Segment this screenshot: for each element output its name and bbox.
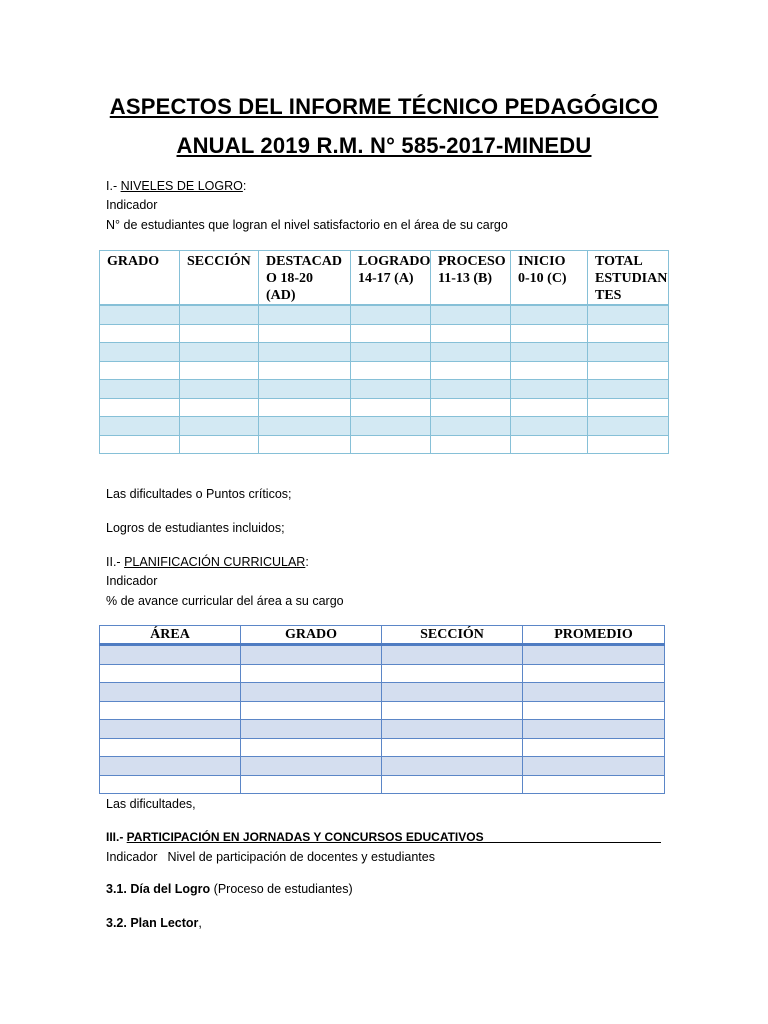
table-cell[interactable] (588, 398, 669, 417)
column-header: PROMEDIO (523, 626, 665, 645)
table-cell[interactable] (241, 645, 382, 665)
table-cell[interactable] (100, 645, 241, 665)
section-3-description: Nivel de participación de docentes y estudiantes (167, 850, 435, 864)
table-header-row (100, 251, 669, 306)
column-header-line: 11-13 (B) (438, 271, 493, 286)
table-cell[interactable] (431, 305, 511, 324)
section-3-heading (106, 830, 484, 844)
table-row (100, 343, 669, 362)
column-header (351, 251, 431, 306)
table-cell[interactable] (523, 701, 665, 720)
section-2-indicador: Indicador (106, 574, 158, 588)
item-3-1-label: 3.1. Día del Logro (106, 882, 211, 896)
item-3-2-punct: , (198, 916, 202, 930)
niveles-de-logro-table (99, 250, 669, 454)
column-header: SECCIÓN (382, 626, 523, 645)
table-cell[interactable] (100, 720, 241, 739)
table-cell[interactable] (382, 720, 523, 739)
table-cell[interactable] (588, 361, 669, 380)
table-row (100, 720, 665, 739)
column-header: GRADO (241, 626, 382, 645)
table-row (100, 435, 669, 454)
table-cell[interactable] (100, 664, 241, 683)
item-3-1-detail: (Proceso de estudiantes) (210, 882, 353, 896)
section-1-title: NIVELES DE LOGRO (120, 179, 243, 193)
table-cell[interactable] (100, 324, 180, 343)
table-cell[interactable] (259, 380, 351, 399)
table-cell[interactable] (100, 398, 180, 417)
table-cell[interactable] (588, 343, 669, 362)
table-cell[interactable] (431, 361, 511, 380)
column-header-line: SECCIÓN (187, 254, 251, 269)
section-2-prefix: II.- (106, 555, 125, 569)
table-cell[interactable] (180, 324, 259, 343)
table-cell[interactable] (100, 380, 180, 399)
table-cell[interactable] (351, 398, 431, 417)
section-2-colon: : (305, 555, 309, 569)
column-header-line: GRADO (107, 254, 160, 269)
table-row (100, 775, 665, 794)
column-header (511, 251, 588, 306)
table-cell[interactable] (511, 398, 588, 417)
table-cell[interactable] (180, 417, 259, 436)
table-row (100, 361, 669, 380)
section-3-indicador: Indicador (106, 850, 158, 864)
table-cell[interactable] (382, 775, 523, 794)
table-cell[interactable] (511, 324, 588, 343)
table-cell[interactable] (431, 380, 511, 399)
table-cell[interactable] (523, 757, 665, 776)
table-cell[interactable] (588, 305, 669, 324)
table-cell[interactable] (523, 683, 665, 702)
section-3-indicador-line (106, 850, 435, 864)
table-cell[interactable] (100, 305, 180, 324)
column-header: ÁREA (100, 626, 241, 645)
column-header (259, 251, 351, 306)
table-cell[interactable] (431, 343, 511, 362)
column-header (100, 251, 180, 306)
table-cell[interactable] (180, 398, 259, 417)
table-cell[interactable] (180, 435, 259, 454)
section-1-heading (106, 179, 246, 193)
table-cell[interactable] (100, 701, 241, 720)
table-cell[interactable] (511, 417, 588, 436)
table-cell[interactable] (180, 361, 259, 380)
table-cell[interactable] (382, 738, 523, 757)
column-header-line: LOGRADO (358, 254, 431, 269)
table-cell[interactable] (100, 738, 241, 757)
section-3-title: PARTICIPACIÓN EN JORNADAS Y CONCURSOS EDUCATIVOS (126, 830, 484, 844)
table-cell[interactable] (100, 417, 180, 436)
table-cell[interactable] (351, 324, 431, 343)
table-cell[interactable] (241, 757, 382, 776)
table-cell[interactable] (588, 324, 669, 343)
table-cell[interactable] (259, 361, 351, 380)
table-header-row (100, 626, 665, 645)
column-header-line: TES (595, 288, 622, 303)
column-header (180, 251, 259, 306)
item-plan-lector (106, 916, 202, 930)
table-cell[interactable] (100, 343, 180, 362)
item-3-2-label: 3.2. Plan Lector (106, 916, 199, 930)
table-cell[interactable] (431, 435, 511, 454)
column-header (588, 251, 669, 306)
table-row (100, 324, 669, 343)
column-header-line: INICIO (518, 254, 566, 269)
table-cell[interactable] (511, 361, 588, 380)
table-cell[interactable] (382, 645, 523, 665)
table-cell[interactable] (431, 324, 511, 343)
table-cell[interactable] (351, 417, 431, 436)
table-cell[interactable] (382, 701, 523, 720)
table-cell[interactable] (241, 738, 382, 757)
table-cell[interactable] (511, 305, 588, 324)
table-cell[interactable] (259, 324, 351, 343)
document-title-line-1: ASPECTOS DEL INFORME TÉCNICO PEDAGÓGICO (109, 94, 659, 119)
logros-estudiantes: Logros de estudiantes incluidos; (106, 521, 285, 535)
table-cell[interactable] (588, 435, 669, 454)
table-cell[interactable] (382, 683, 523, 702)
table-row (100, 417, 669, 436)
table-row (100, 305, 669, 324)
section-2-heading (106, 555, 309, 569)
table-cell[interactable] (431, 398, 511, 417)
table-cell[interactable] (241, 683, 382, 702)
table-row (100, 701, 665, 720)
table-cell[interactable] (523, 720, 665, 739)
table-row (100, 757, 665, 776)
table-cell[interactable] (431, 417, 511, 436)
table-cell[interactable] (511, 380, 588, 399)
table-cell[interactable] (241, 775, 382, 794)
table-cell[interactable] (523, 645, 665, 665)
table-cell[interactable] (351, 361, 431, 380)
table-cell[interactable] (382, 757, 523, 776)
section-1-colon: : (242, 179, 247, 193)
column-header-line: ESTUDIAN (595, 271, 668, 286)
table-cell[interactable] (100, 757, 241, 776)
table-row (100, 664, 665, 683)
table-row (100, 380, 669, 399)
table-cell[interactable] (351, 343, 431, 362)
column-header-line: PROCESO (438, 254, 506, 269)
column-header-line: (AD) (266, 288, 296, 303)
table-row (100, 738, 665, 757)
table-cell[interactable] (259, 417, 351, 436)
table-cell[interactable] (351, 435, 431, 454)
table-cell[interactable] (523, 664, 665, 683)
table-cell[interactable] (523, 775, 665, 794)
table-cell[interactable] (180, 380, 259, 399)
planificacion-curricular-table (99, 625, 665, 794)
section-1-prefix: I.- (106, 179, 121, 193)
table-cell[interactable] (382, 664, 523, 683)
table-cell[interactable] (241, 701, 382, 720)
column-header (431, 251, 511, 306)
table-cell[interactable] (511, 343, 588, 362)
table-cell[interactable] (511, 435, 588, 454)
table-cell[interactable] (100, 435, 180, 454)
section-1-description: N° de estudiantes que logran el nivel satisfactorio en el área de su cargo (106, 218, 508, 232)
table-cell[interactable] (259, 305, 351, 324)
table-cell[interactable] (351, 380, 431, 399)
table-cell[interactable] (100, 775, 241, 794)
section-3-underline (467, 842, 661, 843)
document-title-line-2: ANUAL 2019 R.M. N° 585-2017-MINEDU (176, 133, 592, 158)
table-cell[interactable] (180, 343, 259, 362)
table-cell[interactable] (259, 435, 351, 454)
table-cell[interactable] (241, 720, 382, 739)
table-row (100, 645, 665, 665)
section-3-prefix: III.- (106, 830, 127, 844)
section-2-description: % de avance curricular del área a su cargo (106, 594, 344, 608)
table-cell[interactable] (100, 683, 241, 702)
section-1-indicador: Indicador (106, 198, 158, 212)
table-cell[interactable] (259, 398, 351, 417)
table-row (100, 398, 669, 417)
section-2-title: PLANIFICACIÓN CURRICULAR (124, 555, 306, 569)
table-cell[interactable] (523, 738, 665, 757)
table-cell[interactable] (100, 361, 180, 380)
table-cell[interactable] (588, 380, 669, 399)
dificultades-puntos-criticos: Las dificultades o Puntos críticos; (106, 487, 292, 501)
column-header-line: DESTACAD (266, 254, 342, 269)
column-header-line: 0-10 (C) (518, 271, 567, 286)
table-cell[interactable] (588, 417, 669, 436)
column-header-line: 14-17 (A) (358, 271, 414, 286)
item-dia-del-logro (106, 882, 353, 896)
table-row (100, 683, 665, 702)
column-header-line: O 18-20 (266, 271, 314, 286)
table-cell[interactable] (259, 343, 351, 362)
table-cell[interactable] (351, 305, 431, 324)
table-cell[interactable] (180, 305, 259, 324)
table-cell[interactable] (241, 664, 382, 683)
column-header-line: TOTAL (595, 254, 643, 269)
section-2-dificultades: Las dificultades, (106, 797, 196, 811)
